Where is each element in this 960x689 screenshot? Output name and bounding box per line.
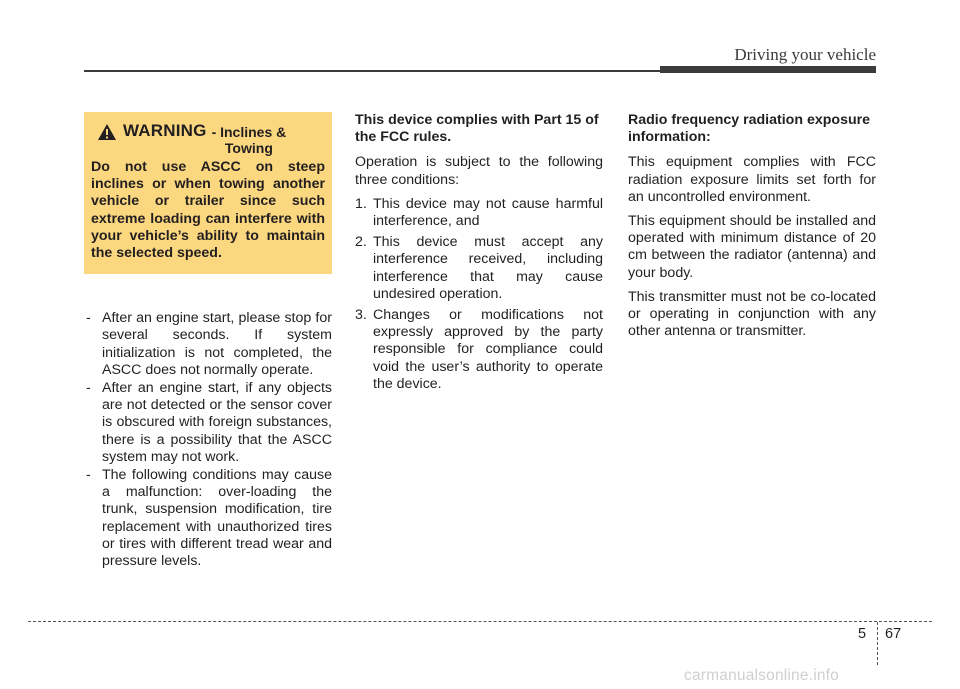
list-marker: -	[86, 310, 91, 327]
list-marker: -	[86, 380, 91, 397]
fcc-intro: Operation is subject to the following three conditions:	[355, 154, 603, 188]
list-item-text: This device must accept any interference received, including interference that may cause undesired operation.	[373, 234, 603, 302]
column-left	[84, 112, 332, 571]
list-item	[84, 310, 332, 379]
list-item-text: The following conditions may cause a malfunction: over-loading the trunk, suspension modification, tire replacement with unauthorized tires or tires with different tread wear and pressure levels.	[102, 467, 332, 570]
rf-paragraph: This equipment should be installed and operated with minimum distance of 20 cm between the radiator (antenna) and your body.	[628, 213, 876, 281]
list-item-text: After an engine start, please stop for several seconds. If system initialization is not completed, the ASCC does not normally operate.	[102, 310, 332, 378]
warning-header	[91, 122, 325, 156]
list-marker: 1.	[355, 195, 367, 212]
list-item-text: Changes or modifications not expressly approved by the party responsible for compliance could void the user’s authority to operate the device.	[373, 307, 603, 392]
page-header-title: Driving your vehicle	[734, 45, 876, 64]
list-item	[355, 307, 603, 393]
list-marker: 2.	[355, 234, 367, 251]
rf-paragraph: This transmitter must not be co-located or operating in conjunction with any other antenna or transmitter.	[628, 288, 876, 340]
footer-rule	[28, 621, 932, 622]
list-item	[355, 234, 603, 303]
header-rule-bar	[660, 66, 876, 73]
rf-heading: Radio frequency radiation exposure information:	[628, 112, 871, 146]
fcc-heading: This device complies with Part 15 of the FCC rules.	[355, 112, 599, 146]
list-item-text: This device may not cause harmful interference, and	[373, 195, 603, 230]
list-marker: -	[86, 467, 91, 484]
list-marker: 3.	[355, 307, 367, 324]
warning-box	[84, 112, 332, 274]
condition-list	[84, 310, 332, 570]
warning-subtitle-line1: - Inclines &	[211, 124, 287, 140]
page-number-divider	[877, 622, 878, 665]
watermark: carmanualsonline.info	[684, 667, 839, 684]
list-item	[355, 196, 603, 230]
column-middle	[355, 112, 603, 397]
warning-subtitle	[212, 124, 287, 156]
list-item-text: After an engine start, if any objects are not detected or the sensor cover is obscured with foreign substances, there is a possibility that the ASCC system may not work.	[102, 380, 332, 465]
warning-triangle-icon	[97, 123, 117, 141]
page-number: 67	[885, 626, 902, 642]
column-right	[628, 112, 876, 347]
warning-body: Do not use ASCC on steep inclines or when towing another vehicle or trailer since such extreme loading can interfere with your vehicle’s ability to maintain the selected speed.	[91, 159, 325, 262]
list-item	[84, 380, 332, 466]
header-rule	[84, 70, 667, 72]
warning-subtitle-line2: Towing	[224, 140, 273, 156]
rf-paragraph: This equipment complies with FCC radiation exposure limits set forth for an uncontrolled environment.	[628, 154, 876, 205]
chapter-number: 5	[858, 626, 867, 642]
warning-title: WARNING	[123, 121, 207, 140]
list-item	[84, 467, 332, 570]
